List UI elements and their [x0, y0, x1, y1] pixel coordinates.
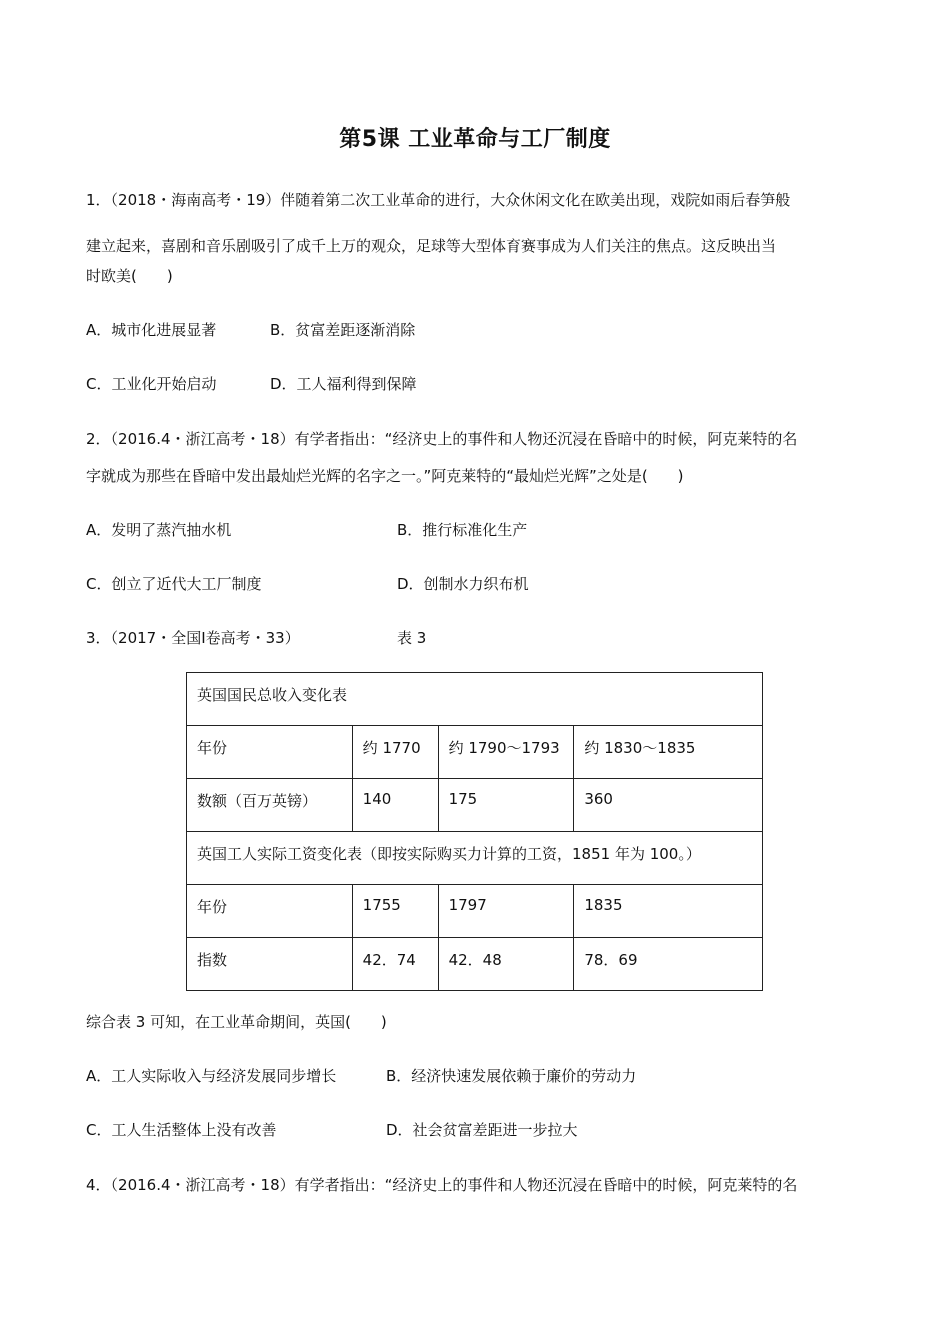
table-cell: 年份 [187, 726, 353, 779]
question-1-line-3: 时欧美( ) [86, 267, 173, 285]
table-cell: 数额（百万英镑） [187, 779, 353, 832]
question-3-stem: 综合表 3 可知，在工业革命期间，英国( ) [86, 1013, 387, 1031]
question-3-option-a[interactable]: A．工人实际收入与经济发展同步增长 [86, 1067, 337, 1085]
table-row [187, 779, 763, 832]
table-caption: 表 3 [397, 629, 427, 647]
question-1-option-b[interactable]: B．贫富差距逐渐消除 [270, 321, 416, 339]
question-1-line-1: 1．（2018・海南高考・19）伴随着第二次工业革命的进行，大众休闲文化在欧美出现，戏院如雨后春笋般 [86, 191, 791, 209]
income-wage-table [186, 672, 763, 991]
question-1-line-2: 建立起来，喜剧和音乐剧吸引了成千上万的观众，足球等大型体育赛事成为人们关注的焦点。这反映出当 [86, 237, 777, 255]
table-row [187, 885, 763, 938]
table-cell: 1755 [352, 885, 438, 938]
table-cell: 年份 [187, 885, 353, 938]
table-cell: 140 [352, 779, 438, 832]
table-cell: 175 [438, 779, 574, 832]
table-cell: 78．69 [574, 938, 763, 991]
question-2-option-d[interactable]: D．创制水力织布机 [397, 575, 529, 593]
question-2-line-1: 2．（2016.4・浙江高考・18）有学者指出：“经济史上的事件和人物还沉浸在昏暗中的时候，阿克莱特的名 [86, 430, 798, 448]
question-3-option-c[interactable]: C．工人生活整体上没有改善 [86, 1121, 277, 1139]
question-2-option-c[interactable]: C．创立了近代大工厂制度 [86, 575, 262, 593]
table-cell: 42．48 [438, 938, 574, 991]
table-section-title-row [187, 673, 763, 726]
question-4-line-1: 4．（2016.4・浙江高考・18）有学者指出：“经济史上的事件和人物还沉浸在昏暗中的时候，阿克莱特的名 [86, 1176, 798, 1194]
table-section-title: 英国国民总收入变化表 [187, 673, 763, 726]
table-cell: 360 [574, 779, 763, 832]
table-cell: 约 1830～1835 [574, 726, 763, 779]
question-3-option-d[interactable]: D．社会贫富差距进一步拉大 [386, 1121, 578, 1139]
table-section-title: 英国工人实际工资变化表（即按实际购买力计算的工资，1851 年为 100。） [187, 832, 763, 885]
question-1-option-a[interactable]: A．城市化进展显著 [86, 321, 217, 339]
question-1-option-d[interactable]: D．工人福利得到保障 [270, 375, 417, 393]
table-cell: 约 1770 [352, 726, 438, 779]
table-cell: 约 1790～1793 [438, 726, 574, 779]
question-2-option-a[interactable]: A．发明了蒸汽抽水机 [86, 521, 232, 539]
table-cell: 1835 [574, 885, 763, 938]
table-section-title-row [187, 832, 763, 885]
question-1-option-c[interactable]: C．工业化开始启动 [86, 375, 217, 393]
table-cell: 指数 [187, 938, 353, 991]
table-cell: 1797 [438, 885, 574, 938]
question-2-line-2: 字就成为那些在昏暗中发出最灿烂光辉的名字之一。”阿克莱特的“最灿烂光辉”之处是( ) [86, 467, 684, 485]
question-3-header: 3．（2017・全国Ⅰ卷高考・33） [86, 629, 300, 647]
table-row [187, 726, 763, 779]
table-row [187, 938, 763, 991]
table-cell: 42．74 [352, 938, 438, 991]
question-2-option-b[interactable]: B．推行标准化生产 [397, 521, 528, 539]
page-title: 第5课 工业革命与工厂制度 [339, 127, 611, 152]
question-3-option-b[interactable]: B．经济快速发展依赖于廉价的劳动力 [386, 1067, 637, 1085]
